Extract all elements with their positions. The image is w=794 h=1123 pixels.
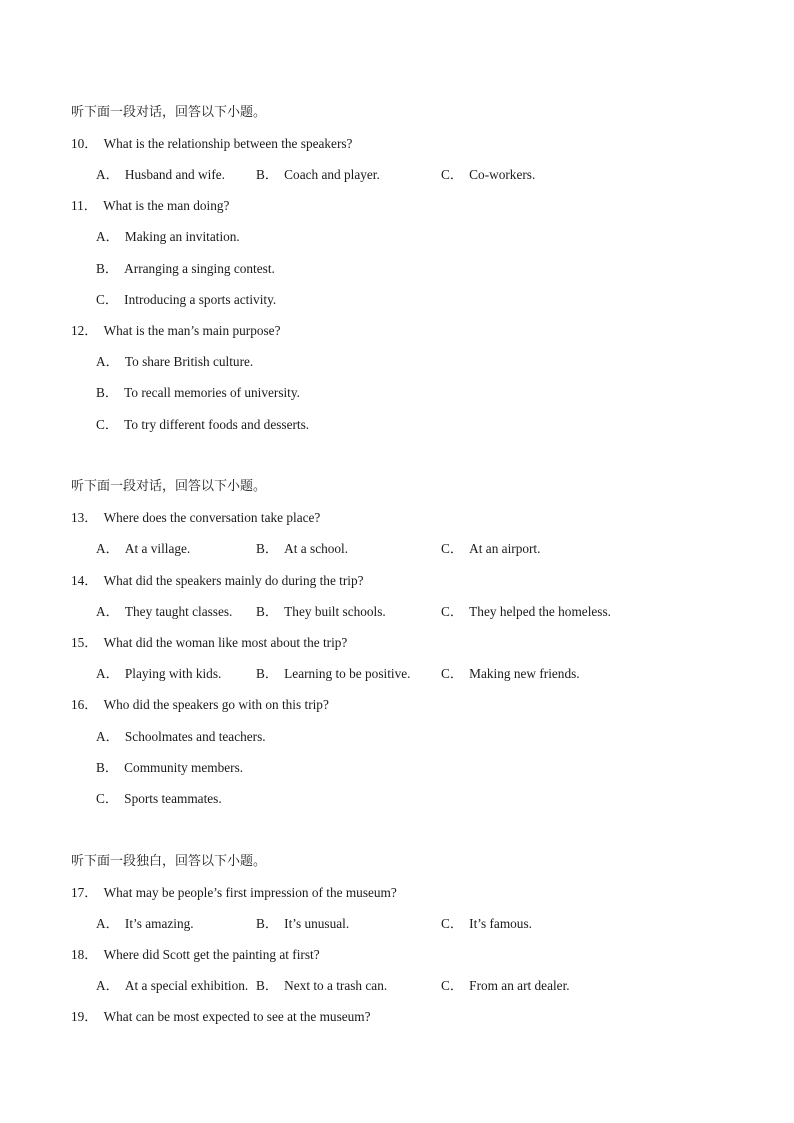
question-number: 11．: [71, 198, 98, 213]
option-text: Community members.: [124, 760, 244, 775]
option-text: Co-workers.: [469, 167, 536, 182]
question-text: Where did Scott get the painting at first?: [103, 947, 320, 962]
option-letter: C．: [441, 916, 464, 931]
option-text: Arranging a singing contest.: [124, 261, 275, 276]
option-c[interactable]: [441, 665, 580, 683]
option-letter: B．: [96, 385, 119, 400]
option-letter: C．: [96, 791, 119, 806]
option-b[interactable]: [256, 977, 387, 995]
option-text: At a special exhibition.: [124, 978, 249, 993]
question-17: [71, 884, 397, 902]
option-a[interactable]: [96, 603, 232, 621]
option-letter: A．: [96, 229, 119, 244]
option-a[interactable]: [96, 665, 221, 683]
option-letter: C．: [441, 541, 464, 556]
option-a[interactable]: [96, 977, 248, 995]
option-letter: A．: [96, 916, 119, 931]
option-text: Introducing a sports activity.: [124, 292, 277, 307]
question-text: What may be people’s first impression of the museum?: [103, 885, 397, 900]
option-letter: A．: [96, 604, 119, 619]
question-12: [71, 322, 280, 340]
option-letter: C．: [441, 666, 464, 681]
option-text: Learning to be positive.: [284, 666, 411, 681]
option-text: Husband and wife.: [124, 167, 225, 182]
option-b[interactable]: [256, 603, 386, 621]
option-letter: B．: [256, 916, 279, 931]
section-heading: 听下面一段独白，回答以下小题。: [71, 854, 267, 869]
option-b[interactable]: [256, 665, 410, 683]
option-c[interactable]: [441, 166, 535, 184]
option-letter: A．: [96, 541, 119, 556]
question-11: [71, 197, 229, 215]
option-text: From an art dealer.: [469, 978, 570, 993]
question-number: 12．: [71, 323, 98, 338]
option-a[interactable]: [96, 540, 190, 558]
option-letter: C．: [96, 292, 119, 307]
option-letter: A．: [96, 666, 119, 681]
option-letter: B．: [256, 978, 279, 993]
option-c[interactable]: [441, 915, 532, 933]
question-19: [71, 1008, 371, 1026]
option-letter: A．: [96, 729, 119, 744]
option-letter: C．: [441, 167, 464, 182]
option-text: Coach and player.: [284, 167, 380, 182]
option-text: At a school.: [284, 541, 349, 556]
option-letter: A．: [96, 354, 119, 369]
question-number: 14．: [71, 573, 98, 588]
option-letter: B．: [256, 541, 279, 556]
option-b[interactable]: [256, 915, 349, 933]
option-letter: B．: [256, 604, 279, 619]
option-letter: A．: [96, 978, 119, 993]
option-text: Schoolmates and teachers.: [124, 729, 266, 744]
option-letter: B．: [96, 760, 119, 775]
option-letter: C．: [441, 604, 464, 619]
option-b[interactable]: [96, 759, 243, 777]
option-c[interactable]: [441, 977, 570, 995]
option-b[interactable]: [256, 166, 380, 184]
option-text: Sports teammates.: [124, 791, 222, 806]
question-text: What did the speakers mainly do during the trip?: [103, 573, 364, 588]
question-number: 19．: [71, 1009, 98, 1024]
option-text: It’s amazing.: [124, 916, 194, 931]
option-letter: A．: [96, 167, 119, 182]
question-number: 16．: [71, 697, 98, 712]
option-text: It’s famous.: [469, 916, 532, 931]
option-text: Making new friends.: [469, 666, 580, 681]
question-number: 18．: [71, 947, 98, 962]
question-13: [71, 509, 320, 527]
option-text: At an airport.: [469, 541, 541, 556]
question-18: [71, 946, 320, 964]
section-heading: 听下面一段对话，回答以下小题。: [71, 479, 267, 494]
option-letter: B．: [256, 167, 279, 182]
section-heading: 听下面一段对话，回答以下小题。: [71, 105, 267, 120]
question-text: Who did the speakers go with on this trip?: [103, 697, 329, 712]
option-a[interactable]: [96, 228, 240, 246]
option-a[interactable]: [96, 728, 266, 746]
question-text: What is the man’s main purpose?: [103, 323, 281, 338]
question-text: What is the man doing?: [103, 198, 230, 213]
option-text: Next to a trash can.: [284, 978, 388, 993]
question-number: 13．: [71, 510, 98, 525]
option-c[interactable]: [96, 790, 222, 808]
option-c[interactable]: [96, 291, 276, 309]
question-text: What did the woman like most about the trip?: [103, 635, 348, 650]
option-letter: B．: [96, 261, 119, 276]
option-a[interactable]: [96, 915, 194, 933]
question-10: [71, 135, 352, 153]
option-b[interactable]: [256, 540, 348, 558]
option-text: To recall memories of university.: [124, 385, 300, 400]
option-text: Making an invitation.: [124, 229, 240, 244]
option-text: At a village.: [124, 541, 191, 556]
option-letter: C．: [441, 978, 464, 993]
question-16: [71, 696, 329, 714]
option-a[interactable]: [96, 166, 225, 184]
option-text: They built schools.: [284, 604, 386, 619]
option-text: To share British culture.: [124, 354, 254, 369]
option-c[interactable]: [441, 540, 540, 558]
option-c[interactable]: [96, 416, 309, 434]
option-text: It’s unusual.: [284, 916, 350, 931]
question-14: [71, 572, 364, 590]
option-b[interactable]: [96, 260, 275, 278]
question-number: 15．: [71, 635, 98, 650]
option-text: Playing with kids.: [124, 666, 222, 681]
option-text: They taught classes.: [124, 604, 233, 619]
option-letter: B．: [256, 666, 279, 681]
option-a[interactable]: [96, 353, 253, 371]
question-text: What is the relationship between the speakers?: [103, 136, 353, 151]
question-number: 17．: [71, 885, 98, 900]
question-15: [71, 634, 347, 652]
question-number: 10．: [71, 136, 98, 151]
question-text: What can be most expected to see at the museum?: [103, 1009, 371, 1024]
question-text: Where does the conversation take place?: [103, 510, 321, 525]
option-text: To try different foods and desserts.: [124, 417, 310, 432]
option-letter: C．: [96, 417, 119, 432]
option-text: They helped the homeless.: [469, 604, 611, 619]
option-b[interactable]: [96, 384, 300, 402]
option-c[interactable]: [441, 603, 611, 621]
